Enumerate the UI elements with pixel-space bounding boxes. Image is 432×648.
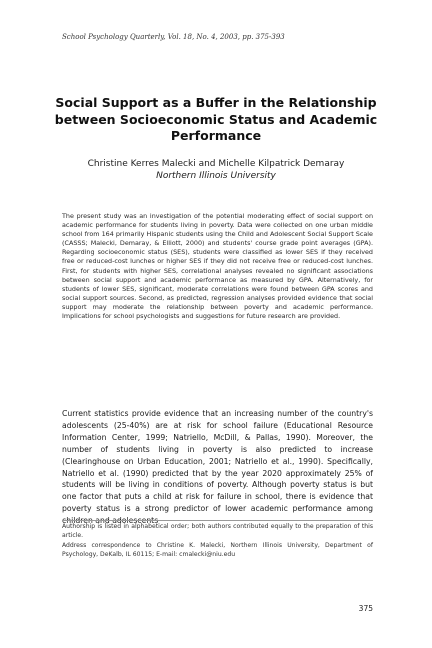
running-header: School Psychology Quarterly, Vol. 18, No. 4, 2003, pp. 375-393 (62, 33, 285, 41)
author-affiliation: Northern Illinois University (156, 171, 276, 181)
body-paragraph: Current statistics provide evidence that an increasing number of the country's adolescents (25-40%) are at risk for school failure (Educational Resource Information Center, 1999; Natriello, McDill, & Pallas, 1990). Moreover, the number of students living in poverty is also predicted to increase (Clearinghouse on Urban Education, 2001; Natriello et al., 1990). Specifically, Natriello et al. (1990) predicted that by the year 2020 approximately 25% of students will be living in conditions of poverty. Although poverty status is but one factor that puts a child at risk for failure in school, there is evidence that poverty status is a strong predictor of lower academic performance among children and adolescents (62, 409, 373, 526)
article-title: Social Support as a Buffer in the Relationship between Socioeconomic Status and Academic Performance (54, 95, 378, 143)
footnote-authorship: Authorship is listed in alphabetical order; both authors contributed equally to the preparation of this article. (62, 523, 373, 539)
page-number: 375 (358, 604, 373, 613)
footnote-divider (62, 520, 373, 521)
abstract: The present study was an investigation of the potential moderating effect of social support on academic performance for students living in poverty. Data were collected on one urban middle school from 164 primarily Hispanic students using the Child and Adolescent Social Support Scale (CASSS; Malecki, Demaray, & Elliott, 2000) and students' course grade point averages (GPA). Regarding socioeconomic status (SES), students were classified as lower SES if they received free or reduced-cost lunches or higher SES if they did not receive free or reduced-cost lunches. First, for students with higher SES, correlational analyses revealed no significant associations between social support and academic performance as measured by GPA. Alternatively, for students of lower SES, significant, moderate correlations were found between GPA scores and social support sources. Second, as predicted, regression analyses provided evidence that social support may moderate the relationship between poverty and academic performance. Implications for school psychologists and suggestions for future research are provided. (62, 212, 373, 321)
footnote-correspondence: Address correspondence to Christine K. Malecki, Northern Illinois University, Department of Psychology, DeKalb, IL 60115; E-mail: cmalecki@niu.edu (62, 542, 373, 558)
author-list: Christine Kerres Malecki and Michelle Kilpatrick Demaray (87, 159, 345, 169)
